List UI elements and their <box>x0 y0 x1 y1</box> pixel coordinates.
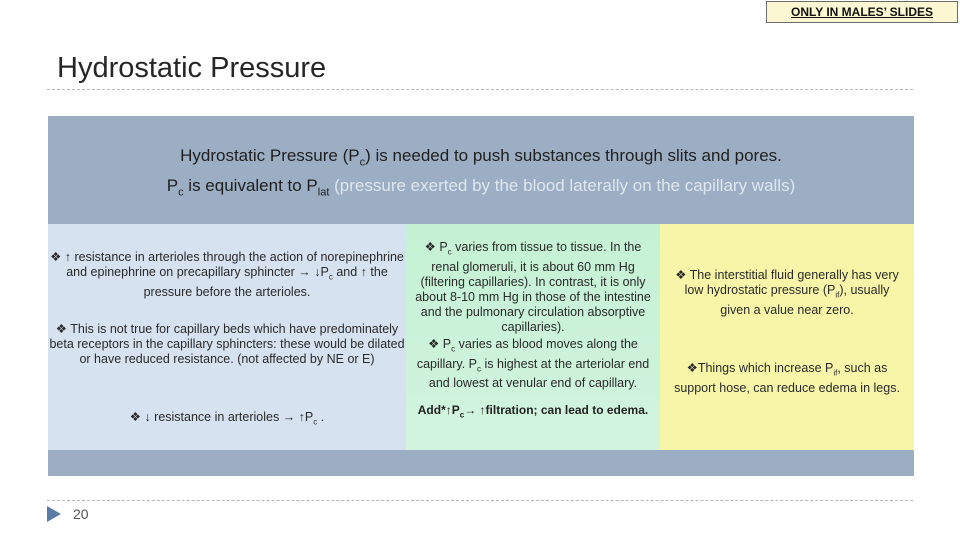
content-footer-band <box>48 450 914 476</box>
interstitial-point-1: ❖ The interstitial fluid generally has very low hydrostatic pressure $(P_{if})$, usually given a value near zero. <box>675 268 899 317</box>
page-number: 20 <box>73 506 89 522</box>
capillary-pressure-panel <box>406 224 660 450</box>
interstitial-point-2: ❖Things which increase $P_{if}$, such as support hose, can reduce edema in legs. <box>674 361 900 395</box>
play-arrow-icon <box>47 506 61 522</box>
title-divider <box>47 89 913 90</box>
banner-line-2: $P_c$ is equivalent to $P_{lat}$ (pressure exerted by the blood laterally on the capillary walls) <box>166 176 796 199</box>
definition-banner <box>48 116 914 224</box>
interstitial-pressure-panel <box>660 224 914 450</box>
footer-divider <box>47 500 913 501</box>
capillary-point-3: $Add*↑P_c\to$ ↑filtration; can lead to edema. <box>417 403 649 420</box>
slide-title: Hydrostatic Pressure <box>57 52 327 84</box>
males-only-badge: ONLY IN MALES’ SLIDES <box>766 1 958 23</box>
capillary-point-1: ❖ $P_c$ varies from tissue to tissue. In the renal glomeruli, it is about 60 mm Hg (filtering capillaries). In contrast, it is only about 8-10 mm Hg in those of the intestine and the pulmonary circulation absorptive capillaries). <box>415 240 651 334</box>
banner-line-1: Hydrostatic Pressure $(P_c)$ is needed to push substances through slits and pores. <box>180 146 782 169</box>
arteriole-point-3: ❖ ↓ resistance in arterioles → $↑P_c$ . <box>129 410 325 427</box>
arteriole-point-1: ❖ ↑ resistance in arterioles through the action of norepinephrine and epinephrine on precapillary sphincter → $↓P_c$ and ↑ the pressure before the arterioles. <box>50 250 404 299</box>
capillary-point-2: ❖ $P_c$ varies as blood moves along the capillary. $P_c$ is highest at the arteriolar end and lowest at venular end of capillary. <box>416 337 650 390</box>
arteriole-point-2: ❖ This is not true for capillary beds which have predominately beta receptors in the capillary sphincters: these would be dilated or have reduced resistance. (not affected by NE or E) <box>49 322 405 366</box>
arteriole-resistance-panel <box>48 224 406 450</box>
